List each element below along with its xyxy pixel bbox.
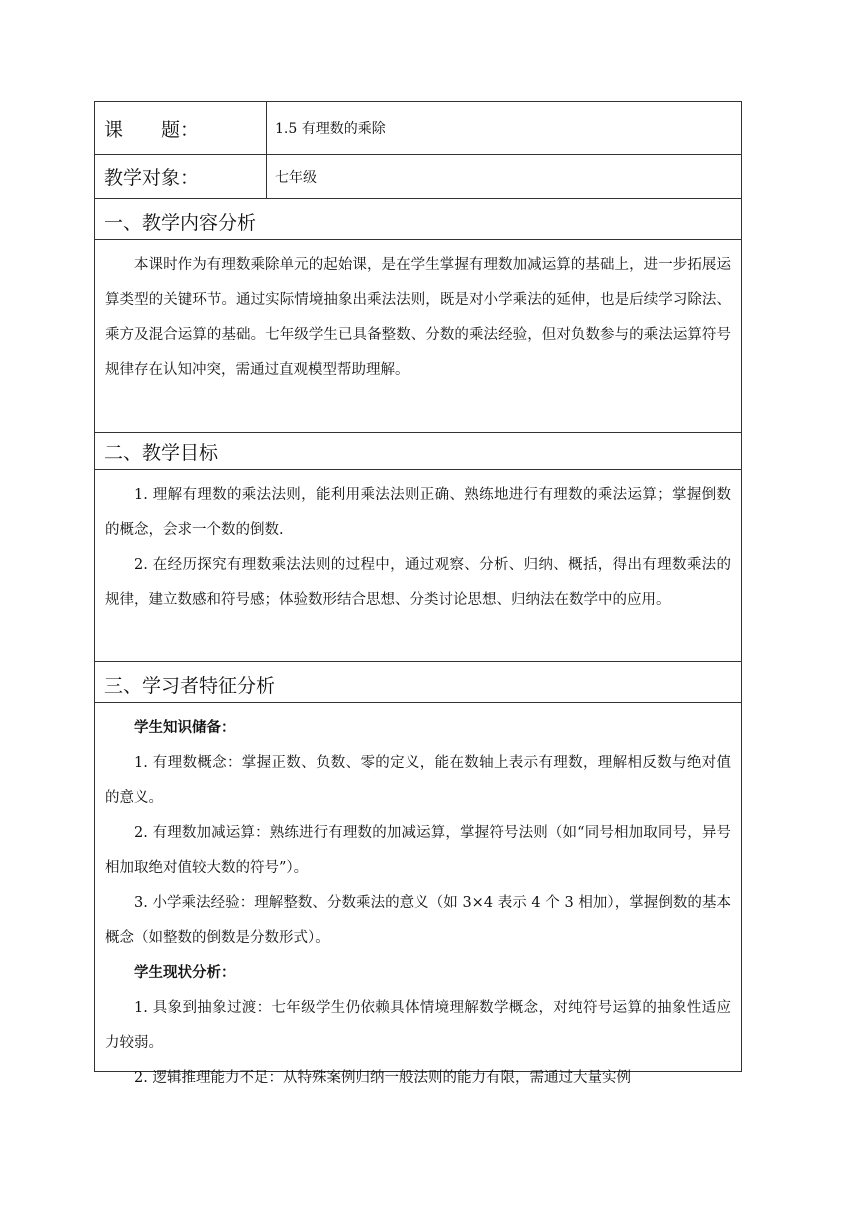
topic-label: 课 题： <box>95 102 267 154</box>
paragraph: 1. 有理数概念：掌握正数、负数、零的定义，能在数轴上表示有理数，理解相反数与绝对值的意义。 <box>105 755 731 806</box>
paragraph: 3. 小学乘法经验：理解整数、分数乘法的意义（如 3×4 表示 4 个 3 相加），掌握倒数的基本概念（如整数的倒数是分数形式）。 <box>105 895 731 946</box>
paragraph: 2. 在经历探究有理数乘法法则的过程中，通过观察、分析、归纳、概括，得出有理数乘法的规律，建立数感和符号感；体验数形结合思想、分类讨论思想、归纳法在数学中的应用。 <box>105 557 731 608</box>
paragraph: 本课时作为有理数乘除单元的起始课，是在学生掌握有理数加减运算的基础上，进一步拓展运算类型的关键环节。通过实际情境抽象出乘法法则，既是对小学乘法的延伸，也是后续学习除法、乘方及混合运算的基础。七年级学生已具备整数、分数的乘法经验，但对负数参与的乘法运算符号规律存在认知冲突，需通过直观模型帮助理解。 <box>105 257 731 378</box>
topic-row <box>95 102 741 155</box>
paragraph: 2. 逻辑推理能力不足：从特殊案例归纳一般法则的能力有限，需通过大量实例 <box>134 1070 631 1086</box>
audience-value: 七年级 <box>275 169 317 186</box>
section-3-body <box>95 703 741 1086</box>
subheading: 学生现状分析： <box>134 965 236 981</box>
section-3-title: 三、学习者特征分析 <box>95 662 741 703</box>
section-1-body <box>95 240 741 433</box>
paragraph: 1. 理解有理数的乘法法则，能利用乘法法则正确、熟练地进行有理数的乘法运算；掌握倒数的概念，会求一个数的倒数. <box>105 487 731 538</box>
lesson-plan-table <box>94 101 742 1086</box>
audience-label: 教学对象： <box>95 155 267 198</box>
subheading: 学生知识储备： <box>134 720 236 736</box>
paragraph: 1. 具象到抽象过渡：七年级学生仍依赖具体情境理解数学概念，对纯符号运算的抽象性适应力较弱。 <box>105 1000 731 1051</box>
paragraph: 2. 有理数加减运算：熟练进行有理数的加减运算，掌握符号法则（如“同号相加取同号，异号相加取绝对值较大数的符号”）。 <box>105 825 731 876</box>
audience-row <box>95 155 741 199</box>
section-2-title: 二、教学目标 <box>95 433 741 470</box>
section-1-title: 一、教学内容分析 <box>95 199 741 240</box>
section-2-body <box>95 470 741 662</box>
topic-value: 1.5 有理数的乘除 <box>275 121 386 137</box>
